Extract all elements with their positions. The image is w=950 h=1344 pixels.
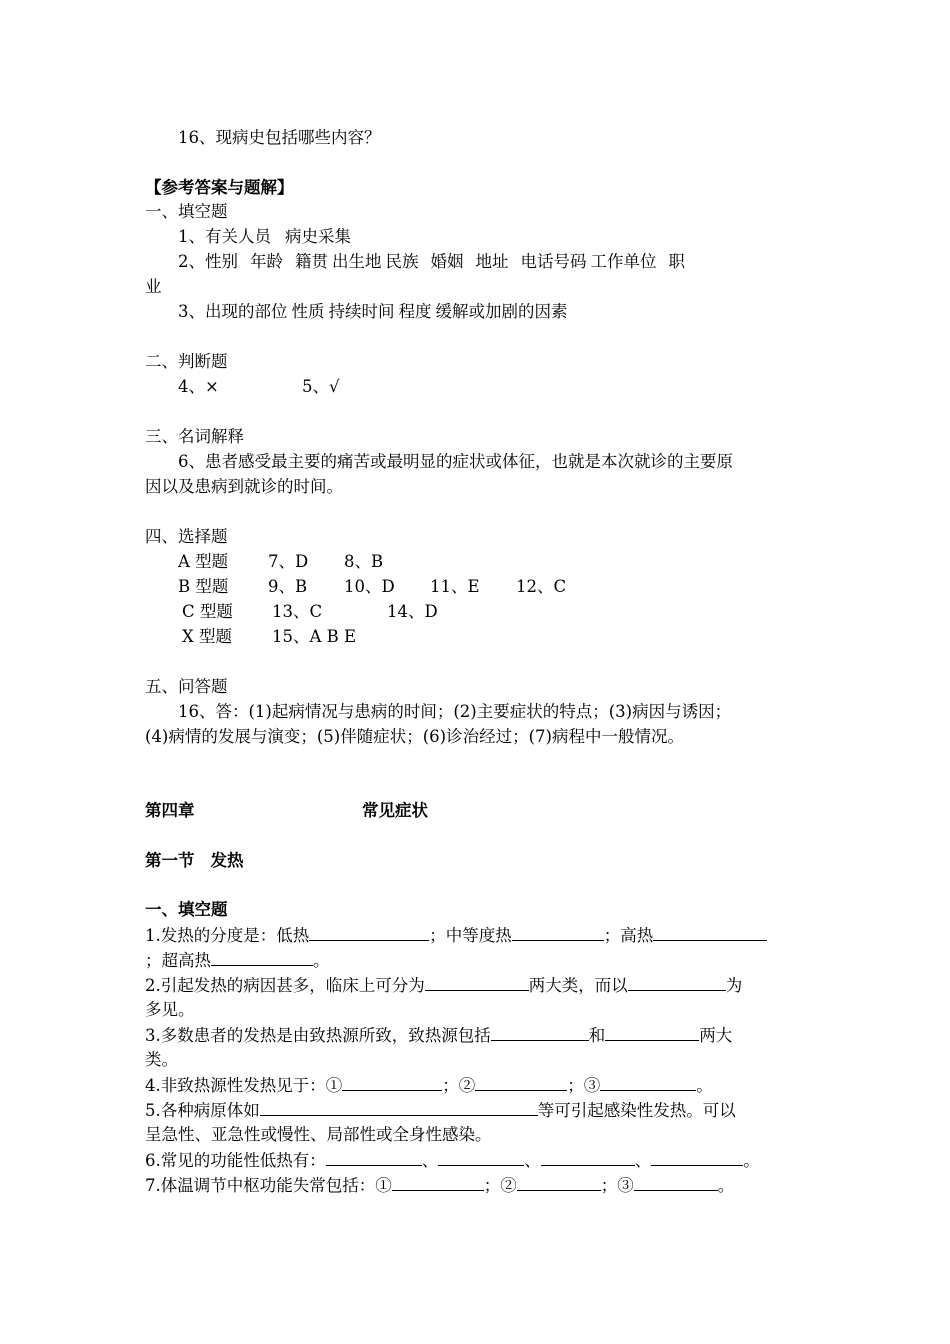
answer-blank[interactable] bbox=[651, 1149, 743, 1166]
fill-answer-1: 1、有关人员 病史采集 bbox=[178, 227, 351, 246]
choice-answer: 11、E bbox=[430, 577, 480, 596]
answer-blank[interactable] bbox=[628, 974, 726, 991]
question-1: 1.发热的分度是：低热 ；中等度热 ；高热 bbox=[145, 924, 767, 947]
chapter-title: 常见症状 bbox=[362, 801, 428, 820]
answer-blank[interactable] bbox=[605, 1024, 699, 1041]
answer-blank[interactable] bbox=[438, 1149, 524, 1166]
terms-heading: 三、名词解释 bbox=[145, 427, 244, 446]
question-4: 4.非致热源性发热见于：① ；② ；③ 。 bbox=[145, 1076, 713, 1095]
choice-answer: 14、D bbox=[387, 602, 438, 621]
answer-blank[interactable] bbox=[541, 1149, 635, 1166]
judge-heading: 二、判断题 bbox=[145, 352, 228, 371]
question-5-wrap: 呈急性、亚急性或慢性、局部性或全身性感染。 bbox=[145, 1125, 492, 1144]
answer-blank[interactable] bbox=[392, 1174, 484, 1191]
answer-blank[interactable] bbox=[211, 949, 313, 966]
choice-answer: 12、C bbox=[516, 577, 567, 596]
choice-x-label: X 型题 bbox=[182, 627, 232, 646]
answer-blank[interactable] bbox=[634, 1174, 718, 1191]
question-6: 6.常见的功能性低热有： 、 、 、 。 bbox=[145, 1151, 760, 1170]
fill-heading: 一、填空题 bbox=[145, 202, 228, 221]
choice-answer: 10、D bbox=[344, 577, 395, 596]
qa-answer-line-1: 16、答：(1)起病情况与患病的时间；(2)主要症状的特点；(3)病因与诱因； bbox=[178, 702, 732, 721]
section-heading: 第一节 发热 bbox=[145, 851, 244, 870]
question-1-wrap: ；超高热 。 bbox=[145, 951, 330, 970]
fill-answer-3: 3、出现的部位 性质 持续时间 程度 缓解或加剧的因素 bbox=[178, 302, 568, 321]
question-2: 2.引起发热的病因甚多，临床上可分为 两大类，而以 为 bbox=[145, 976, 743, 995]
answer-blank[interactable] bbox=[512, 924, 604, 941]
answer-blank[interactable] bbox=[260, 1099, 538, 1116]
choice-answer: 13、C bbox=[272, 602, 323, 621]
answer-blank[interactable] bbox=[653, 924, 767, 941]
question-2-wrap: 多见。 bbox=[145, 1000, 195, 1019]
fill-answer-2: 2、性别 年龄 籍贯 出生地 民族 婚姻 地址 电话号码 工作单位 职 bbox=[178, 252, 685, 271]
answer-blank[interactable] bbox=[517, 1174, 601, 1191]
chapter-number: 第四章 bbox=[145, 801, 195, 820]
qa-heading: 五、问答题 bbox=[145, 677, 228, 696]
qa-answer-line-2: (4)病情的发展与演变；(5)伴随症状；(6)诊治经过；(7)病程中一般情况。 bbox=[145, 727, 684, 746]
choice-a-label: A 型题 bbox=[178, 552, 229, 571]
question-3-wrap: 类。 bbox=[145, 1050, 178, 1069]
answers-title: 【参考答案与题解】 bbox=[145, 178, 294, 197]
question-5: 5.各种病原体如 等可引起感染性发热。可以 bbox=[145, 1101, 736, 1120]
question-3: 3.多数患者的发热是由致热源所致，致热源包括 和 两大 bbox=[145, 1026, 733, 1045]
choice-heading: 四、选择题 bbox=[145, 527, 228, 546]
answer-blank[interactable] bbox=[342, 1074, 442, 1091]
fill-answer-2-wrap: 业 bbox=[145, 277, 162, 296]
judge-answer-4: 4、× bbox=[178, 377, 219, 396]
fill2-heading: 一、填空题 bbox=[145, 900, 228, 919]
terms-answer-line-2: 因以及患病到就诊的时间。 bbox=[145, 477, 343, 496]
terms-answer-line-1: 6、患者感受最主要的痛苦或最明显的症状或体征，也就是本次就诊的主要原 bbox=[178, 452, 733, 471]
answer-blank[interactable] bbox=[326, 1149, 422, 1166]
question-7: 7.体温调节中枢功能失常包括：① ；② ；③ 。 bbox=[145, 1176, 735, 1195]
choice-answer: 9、B bbox=[268, 577, 308, 596]
choice-b-label: B 型题 bbox=[178, 577, 229, 596]
question-16: 16、现病史包括哪些内容？ bbox=[178, 128, 381, 147]
choice-answer: 8、B bbox=[344, 552, 384, 571]
choice-c-label: C 型题 bbox=[182, 602, 233, 621]
answer-blank[interactable] bbox=[309, 924, 429, 941]
choice-answer: 7、D bbox=[268, 552, 309, 571]
answer-blank[interactable] bbox=[491, 1024, 589, 1041]
choice-answer: 15、A B E bbox=[272, 627, 357, 646]
judge-answer-5: 5、√ bbox=[302, 377, 340, 396]
answer-blank[interactable] bbox=[425, 974, 529, 991]
answer-blank[interactable] bbox=[600, 1074, 696, 1091]
answer-blank[interactable] bbox=[475, 1074, 567, 1091]
